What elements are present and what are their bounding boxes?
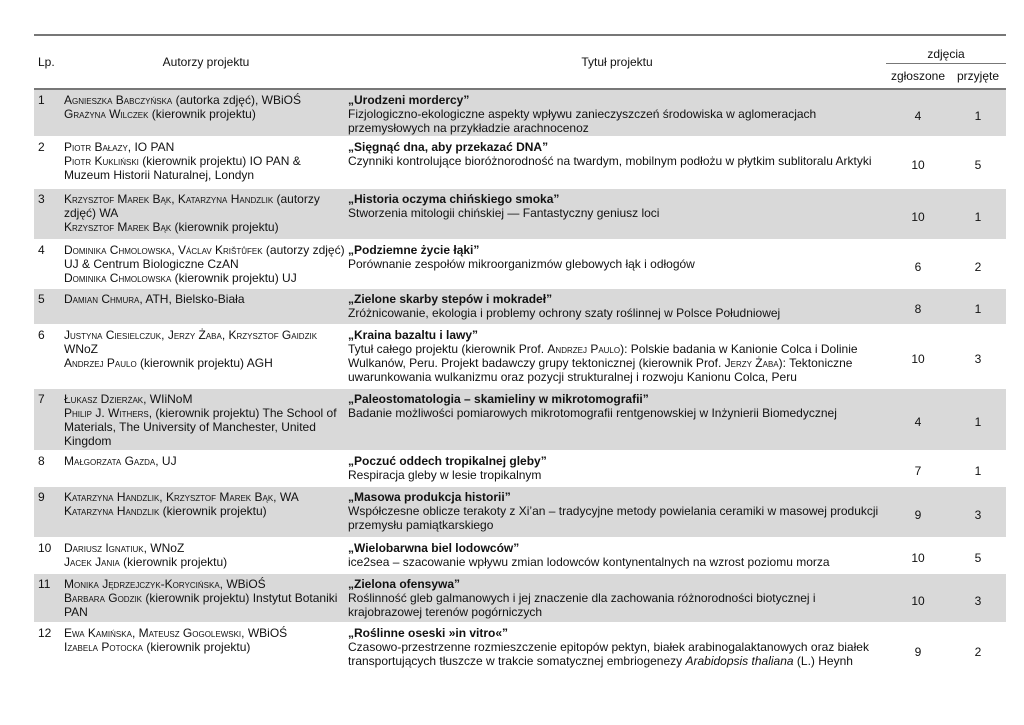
project-description — [348, 591, 886, 619]
title-cell — [348, 450, 886, 486]
text-segment: Czasowo-przestrzenne rozmieszczenie epitopów pektyn, białek arabinogalaktanowych oraz białek transportujących tłuszcze w trakcie somatycznej embriogenezy — [348, 639, 869, 669]
header-accepted: przyjęte — [950, 64, 1006, 90]
authors-cell — [64, 622, 348, 676]
table-row — [34, 622, 1006, 676]
text-segment: Czynniki kontrolujące bioróżnorodność na twardym, mobilnym podłożu w płytkim sublitoralu Arktyki — [348, 153, 872, 168]
project-description — [348, 257, 886, 271]
author-line — [64, 154, 348, 182]
title-cell — [348, 486, 886, 537]
text-segment: (kierownik projektu) Instytut Botaniki PAN — [64, 590, 338, 620]
person-name: Dominika Chmolowska — [64, 271, 172, 286]
photos-submitted: 10 — [886, 537, 950, 573]
person-name: Piotr Kukliński — [64, 153, 139, 168]
person-name: Krzysztof Marek Bąk — [165, 489, 274, 504]
authors-cell — [64, 89, 348, 136]
row-number: 10 — [34, 537, 64, 573]
header-lp: Lp. — [34, 35, 64, 89]
row-number: 7 — [34, 388, 64, 450]
row-number: 1 — [34, 89, 64, 136]
text-segment: , IO PAN — [127, 139, 175, 154]
authors-cell — [64, 573, 348, 622]
person-name: Agnieszka Babczyńska — [64, 93, 173, 107]
table-row — [34, 388, 1006, 450]
table-row — [34, 486, 1006, 537]
row-number: 12 — [34, 622, 64, 676]
author-line — [64, 140, 348, 154]
row-number: 8 — [34, 450, 64, 486]
header-submitted: zgłoszone — [886, 64, 950, 90]
text-segment: (L.) Heynh — [793, 654, 853, 669]
authors-cell — [64, 136, 348, 188]
title-cell — [348, 188, 886, 239]
authors-cell — [64, 188, 348, 239]
author-line — [64, 626, 348, 640]
authors-cell — [64, 537, 348, 573]
author-line — [64, 93, 348, 107]
table-row — [34, 239, 1006, 288]
text-segment: (kierownik projektu) — [159, 503, 267, 518]
text-segment: , WA — [273, 489, 299, 504]
text-segment: , — [161, 327, 168, 342]
person-name: Jerzy Żaba — [167, 327, 222, 342]
project-description — [348, 468, 886, 482]
person-name: Jacek Jania — [64, 554, 120, 569]
author-line — [64, 541, 348, 555]
project-description — [348, 555, 886, 569]
text-segment: Porównanie zespołów mikroorganizmów glebowych łąk i odłogów — [348, 256, 695, 271]
italic-text: Arabidopsis thaliana — [685, 654, 794, 669]
title-cell — [348, 622, 886, 676]
text-segment: , — [131, 625, 139, 640]
project-title: „Kraina bazaltu i lawy” — [348, 327, 479, 342]
person-name: Jerzy Żaba — [724, 356, 779, 371]
table-row — [34, 188, 1006, 239]
authors-cell — [64, 288, 348, 324]
project-description — [348, 342, 886, 385]
text-segment: , WIiNoM — [143, 391, 193, 406]
table-body — [34, 89, 1006, 676]
text-segment: , — [171, 191, 178, 206]
author-line — [64, 555, 348, 569]
photos-accepted: 3 — [950, 573, 1006, 622]
project-description — [348, 640, 886, 668]
row-number: 11 — [34, 573, 64, 622]
person-name: Justyna Ciesielczuk — [64, 327, 162, 342]
title-cell — [348, 573, 886, 622]
projects-table-container — [34, 34, 1006, 677]
author-line — [64, 406, 348, 449]
author-line — [64, 504, 348, 518]
author-line — [64, 192, 348, 220]
person-name: Łukasz Dzierżak — [64, 391, 144, 406]
text-segment: , — [171, 242, 179, 257]
row-number: 6 — [34, 324, 64, 388]
text-segment: , UJ — [155, 453, 177, 468]
table-row — [34, 89, 1006, 136]
text-segment: Respiracja gleby w lesie tropikalnym — [348, 467, 542, 482]
author-line — [64, 356, 348, 370]
author-line — [64, 328, 348, 356]
project-title: „Masowa produkcja historii” — [348, 489, 511, 504]
authors-cell — [64, 450, 348, 486]
person-name: Václav Krištůfek — [178, 242, 263, 257]
title-cell — [348, 288, 886, 324]
project-title: „Urodzeni mordercy” — [348, 93, 470, 107]
text-segment: (kierownik projektu) AGH — [136, 356, 273, 371]
photos-submitted: 4 — [886, 388, 950, 450]
photos-submitted: 4 — [886, 89, 950, 136]
person-name: Katarzyna Handzlik — [64, 503, 160, 518]
authors-cell — [64, 324, 348, 388]
person-name: Piotr Bałazy — [64, 139, 128, 154]
authors-cell — [64, 239, 348, 288]
project-title: „Podziemne życie łąki” — [348, 242, 480, 257]
title-cell — [348, 388, 886, 450]
text-segment: (kierownik projektu) — [119, 554, 228, 569]
project-title: „Poczuć oddech tropikalnej gleby” — [348, 453, 547, 468]
photos-accepted: 3 — [950, 324, 1006, 388]
title-cell — [348, 89, 886, 136]
author-line — [64, 591, 348, 619]
text-segment: WNoZ — [64, 341, 98, 356]
text-segment: , — [159, 489, 166, 504]
photos-accepted: 5 — [950, 136, 1006, 188]
photos-submitted: 10 — [886, 573, 950, 622]
title-cell — [348, 136, 886, 188]
person-name: Katarzyna Handzlik — [177, 191, 274, 206]
authors-cell — [64, 388, 348, 450]
text-segment: , WBiOŚ — [219, 576, 266, 591]
row-number: 9 — [34, 486, 64, 537]
row-number: 5 — [34, 288, 64, 324]
author-line — [64, 577, 348, 591]
header-photos: zdjęcia — [886, 35, 1006, 64]
project-title: „Zielona ofensywa” — [348, 576, 461, 591]
author-line — [64, 243, 348, 271]
project-title: „Paleostomatologia – skamieliny w mikrotomografii” — [348, 391, 649, 406]
project-description — [348, 206, 886, 220]
text-segment: , (kierownik projektu) The School of Materials, The University of Manchester, United Kingdom — [64, 405, 337, 449]
text-segment: (autorzy zdjęć) UJ & Centrum Biologiczne CzAN — [64, 242, 345, 271]
text-segment: ): Tektoniczne uwarunkowania wulkanizmu oraz pozycji strukturalnej i rozwoju Kanionu Colca, Peru — [348, 356, 853, 385]
photos-submitted: 7 — [886, 450, 950, 486]
row-number: 2 — [34, 136, 64, 188]
header-title: Tytuł projektu — [348, 35, 886, 89]
photos-accepted: 1 — [950, 288, 1006, 324]
text-segment: , WNoZ — [143, 540, 185, 555]
photos-accepted: 2 — [950, 239, 1006, 288]
title-cell — [348, 324, 886, 388]
person-name: Krzysztof Marek Bąk — [64, 191, 172, 206]
text-segment: , ATH, Bielsko-Biała — [139, 291, 245, 306]
photos-submitted: 6 — [886, 239, 950, 288]
author-line — [64, 271, 348, 285]
person-name: Małgorzata Gazda — [64, 453, 156, 468]
text-segment: , WBiOŚ — [241, 625, 288, 640]
table-row — [34, 136, 1006, 188]
row-number: 3 — [34, 188, 64, 239]
person-name: Krzysztof Marek Bąk — [64, 220, 172, 235]
project-title: „Wielobarwna biel lodowców” — [348, 540, 520, 555]
project-description — [348, 107, 886, 135]
table-row — [34, 324, 1006, 388]
author-line — [64, 454, 348, 468]
project-title: „Historia oczyma chińskiego smoka” — [348, 191, 560, 206]
projects-table — [34, 34, 1006, 677]
photos-accepted: 1 — [950, 89, 1006, 136]
person-name: Philip J. Withers — [64, 405, 149, 420]
person-name: Krzysztof Gaidzik — [228, 327, 318, 342]
text-segment: Zróżnicowanie, ekologia i problemy ochrony szaty roślinnej w Polsce Południowej — [348, 305, 781, 320]
person-name: Damian Chmura — [64, 291, 140, 306]
header-authors: Autorzy projektu — [64, 35, 348, 89]
table-row — [34, 573, 1006, 622]
project-title: „Zielone skarby stepów i mokradeł” — [348, 291, 553, 306]
author-line — [64, 220, 348, 234]
person-name: Dominika Chmolowska — [64, 242, 172, 257]
photos-accepted: 3 — [950, 486, 1006, 537]
photos-submitted: 9 — [886, 622, 950, 676]
project-title: „Sięgnąć dna, aby przekazać DNA” — [348, 139, 549, 154]
photos-submitted: 10 — [886, 136, 950, 188]
person-name: Monika Jędrzejczyk-Korycińska — [64, 576, 220, 591]
text-segment: ): Polskie badania w Kanionie Colca i Dolinie Wulkanów, Peru. Projekt badawczy grupy tektonicznej (kierownik Prof. — [348, 341, 858, 371]
text-segment: ice2sea – szacowanie wpływu zmian lodowców kontynentalnych na wzrost poziomu morza — [348, 554, 830, 569]
person-name: Katarzyna Handzlik — [64, 489, 160, 504]
photos-accepted: 1 — [950, 188, 1006, 239]
photos-accepted: 1 — [950, 388, 1006, 450]
authors-cell — [64, 486, 348, 537]
project-description — [348, 504, 886, 532]
photos-submitted: 9 — [886, 486, 950, 537]
person-name: Barbara Godzik — [64, 590, 143, 605]
text-segment: (autorzy zdjęć) WA — [64, 191, 320, 220]
photos-submitted: 10 — [886, 188, 950, 239]
project-title: „Roślinne oseski »in vitro«” — [348, 625, 509, 640]
project-description — [348, 306, 886, 320]
project-description — [348, 406, 886, 420]
text-segment: (kierownik projektu) — [148, 107, 256, 122]
table-row — [34, 288, 1006, 324]
person-name: Andrzej Paulo — [547, 341, 621, 356]
text-segment: (kierownik projektu) — [143, 639, 251, 654]
person-name: Andrzej Paulo — [64, 356, 137, 371]
person-name: Izabela Potocka — [64, 639, 143, 654]
photos-submitted: 8 — [886, 288, 950, 324]
photos-accepted: 1 — [950, 450, 1006, 486]
text-segment: Współczesne oblicze terakoty z Xi’an – tradycyjne metody powielania ceramiki w masowej produkcji przemysłu pamiątkarskiego — [348, 503, 879, 533]
text-segment: (autorka zdjęć), WBiOŚ — [172, 93, 301, 107]
text-segment: (kierownik projektu) — [171, 220, 279, 235]
author-line — [64, 392, 348, 406]
author-line — [64, 640, 348, 654]
text-segment: Fizjologiczno-ekologiczne aspekty wpływu zanieczyszczeń środowiska w aglomeracjach przemysłowych na przykładzie arachnocenoz — [348, 107, 817, 136]
photos-submitted: 10 — [886, 324, 950, 388]
row-number: 4 — [34, 239, 64, 288]
title-cell — [348, 239, 886, 288]
text-segment: (kierownik projektu) IO PAN & Muzeum Historii Naturalnej, Londyn — [64, 153, 301, 183]
author-line — [64, 292, 348, 306]
table-row — [34, 450, 1006, 486]
person-name: Grażyna Wilczek — [64, 107, 149, 122]
text-segment: Stworzenia mitologii chińskiej — Fantastyczny geniusz loci — [348, 205, 660, 220]
photos-accepted: 5 — [950, 537, 1006, 573]
text-segment: Badanie możliwości pomiarowych mikrotomografii rentgenowskiej w Inżynierii Biomedycznej — [348, 405, 837, 420]
title-cell — [348, 537, 886, 573]
text-segment: Tytuł całego projektu (kierownik Prof. — [348, 341, 548, 356]
author-line — [64, 107, 348, 121]
table-row — [34, 537, 1006, 573]
person-name: Mateusz Gogolewski — [138, 625, 242, 640]
person-name: Ewa Kamińska — [64, 625, 132, 640]
photos-accepted: 2 — [950, 622, 1006, 676]
text-segment: Roślinność gleb galmanowych i jej znaczenie dla zachowania różnorodności biotycznej i krajobrazowej terenów pogórniczych — [348, 590, 816, 620]
text-segment: (kierownik projektu) UJ — [171, 271, 297, 286]
project-description — [348, 154, 886, 168]
person-name: Dariusz Ignatiuk — [64, 540, 144, 555]
text-segment: , — [221, 327, 229, 342]
author-line — [64, 490, 348, 504]
